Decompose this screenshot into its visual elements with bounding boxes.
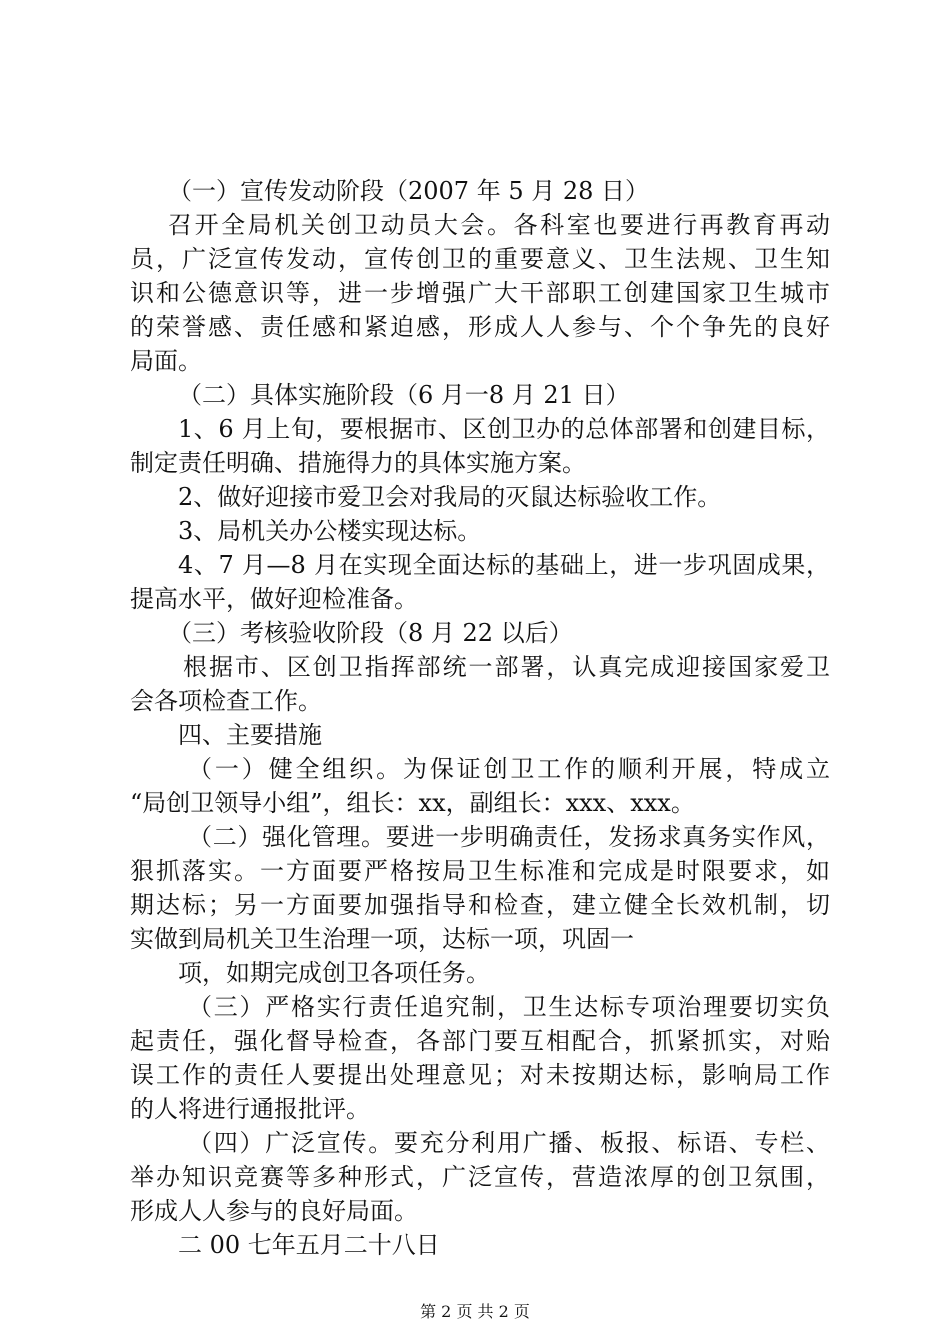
document-date: 二 00 七年五月二十八日 xyxy=(178,1231,440,1259)
section-heading: 四、主要措施 xyxy=(178,721,322,749)
paragraph-line: 会各项检查工作。 xyxy=(130,687,322,715)
page-number-footer: 第 2 页 共 2 页 xyxy=(420,1302,530,1321)
paragraph-line: 的荣誉感、责任感和紧迫感，形成人人参与、个个争先的良好 xyxy=(130,313,830,341)
section-heading: （二）具体实施阶段（6 月一8 月 21 日） xyxy=(178,381,630,409)
paragraph-line: 的人将进行通报批评。 xyxy=(130,1095,370,1123)
paragraph-line: 形成人人参与的良好局面。 xyxy=(130,1197,418,1225)
paragraph-line: 制定责任明确、措施得力的具体实施方案。 xyxy=(130,449,586,477)
paragraph-line: 误工作的责任人要提出处理意见；对未按期达标，影响局工作 xyxy=(130,1061,830,1089)
paragraph-line: 局面。 xyxy=(130,347,202,375)
paragraph-line: 期达标；另一方面要加强指导和检查，建立健全长效机制，切 xyxy=(130,891,830,919)
paragraph-line: 举办知识竞赛等多种形式，广泛宣传，营造浓厚的创卫氛围， xyxy=(130,1163,830,1191)
paragraph-line: 起责任，强化督导检查，各部门要互相配合，抓紧抓实，对贻 xyxy=(130,1027,830,1055)
paragraph-line: （三）严格实行责任追究制，卫生达标专项治理要切实负 xyxy=(188,993,830,1021)
paragraph-line: “局创卫领导小组”，组长：xx，副组长：xxx、xxx。 xyxy=(130,789,695,817)
paragraph-line: 狠抓落实。一方面要严格按局卫生标准和完成是时限要求，如 xyxy=(130,857,830,885)
paragraph-line: （二）强化管理。要进一步明确责任，发扬求真务实作风， xyxy=(188,823,830,851)
paragraph-line: 实做到局机关卫生治理一项，达标一项，巩固一 xyxy=(130,925,634,953)
paragraph-line: 4、7 月—8 月在实现全面达标的基础上，进一步巩固成果， xyxy=(178,551,830,579)
paragraph-line: 召开全局机关创卫动员大会。各科室也要进行再教育再动 xyxy=(168,211,830,239)
paragraph-line: 提高水平，做好迎检准备。 xyxy=(130,585,418,613)
section-heading: （一）宣传发动阶段（2007 年 5 月 28 日） xyxy=(168,177,650,205)
paragraph-line: 识和公德意识等，进一步增强广大干部职工创建国家卫生城市 xyxy=(130,279,830,307)
paragraph-line: （四）广泛宣传。要充分利用广播、板报、标语、专栏、 xyxy=(188,1129,830,1157)
paragraph-line: 1、6 月上旬，要根据市、区创卫办的总体部署和创建目标， xyxy=(178,415,830,443)
paragraph-line: 2、做好迎接市爱卫会对我局的灭鼠达标验收工作。 xyxy=(178,483,722,511)
paragraph-line: 根据市、区创卫指挥部统一部署，认真完成迎接国家爱卫 xyxy=(183,653,830,681)
section-heading: （三）考核验收阶段（8 月 22 以后） xyxy=(168,619,573,647)
paragraph-line: 项，如期完成创卫各项任务。 xyxy=(178,959,490,987)
paragraph-line: 员，广泛宣传发动，宣传创卫的重要意义、卫生法规、卫生知 xyxy=(130,245,830,273)
paragraph-line: 3、局机关办公楼实现达标。 xyxy=(178,517,482,545)
paragraph-line: （一）健全组织。为保证创卫工作的顺利开展，特成立 xyxy=(188,755,830,783)
